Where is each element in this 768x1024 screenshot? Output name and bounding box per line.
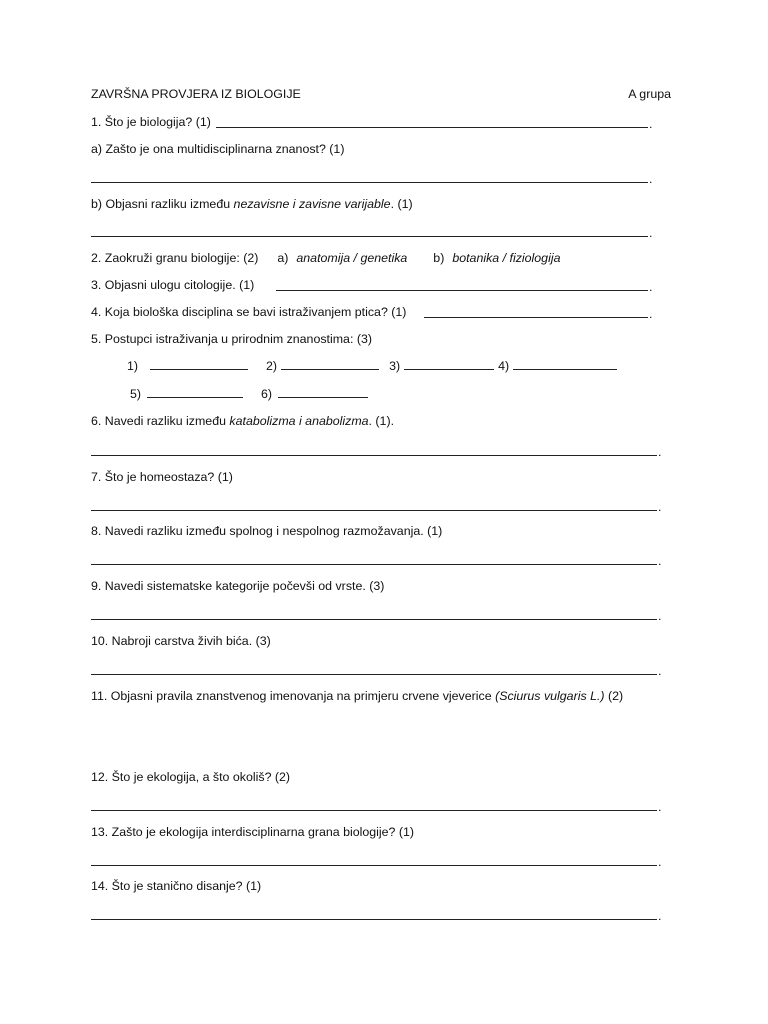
question-6-italic: katabolizma i anabolizma [229, 414, 369, 428]
group-label: A grupa [628, 87, 671, 101]
q5-item-label: 2) [266, 359, 278, 373]
question-11-text: 11. Objasni pravila znanstvenog imenovanja na primjeru crvene vjeverice [91, 689, 496, 703]
question-2 [91, 250, 560, 266]
option-b: botanika / fiziologija [452, 251, 561, 265]
q5-items-row-1 [127, 358, 617, 374]
q5-blank-6 [278, 386, 368, 398]
question-14: 14. Što je stanično disanje? (1) [91, 879, 262, 893]
question-1-text: 1. Što je biologija? (1) [91, 115, 211, 129]
line-end-dot: . [649, 226, 653, 240]
question-3: 3. Objasni ulogu citologije. (1) [91, 278, 255, 292]
option-b-label: b) [433, 251, 445, 265]
answer-line-q8 [91, 564, 657, 565]
answer-line-q9 [91, 619, 657, 620]
question-1b [91, 196, 413, 212]
question-1b-italic: nezavisne i zavisne varijable [233, 197, 391, 211]
question-11 [91, 688, 623, 704]
question-5: 5. Postupci istraživanja u prirodnim znanostima: (3) [91, 332, 372, 346]
question-10: 10. Nabroji carstva živih bića. (3) [91, 634, 271, 648]
line-end-dot: . [658, 909, 662, 923]
question-13: 13. Zašto je ekologija interdisciplinarna grana biologije? (1) [91, 825, 415, 839]
question-12: 12. Što je ekologija, a što okoliš? (2) [91, 770, 291, 784]
q5-blank-2 [281, 358, 379, 370]
q5-item-label: 5) [130, 387, 142, 401]
question-8: 8. Navedi razliku između spolnog i nespolnog razmožavanja. (1) [91, 524, 443, 538]
q5-blank-1 [150, 358, 248, 370]
question-4: 4. Koja biološka disciplina se bavi istraživanjem ptica? (1) [91, 305, 407, 319]
question-1 [91, 114, 211, 130]
q5-items-row-2 [130, 386, 368, 402]
answer-line-q13 [91, 865, 657, 866]
line-end-dot: . [658, 800, 662, 814]
q5-item-label: 4) [498, 359, 510, 373]
line-end-dot: . [658, 500, 662, 514]
worksheet-title: ZAVRŠNA PROVJERA IZ BIOLOGIJE [91, 87, 301, 101]
q5-item-label: 6) [261, 387, 273, 401]
q5-item-label: 1) [127, 359, 139, 373]
answer-line-q1b [91, 236, 648, 237]
option-a: anatomija / genetika [296, 251, 408, 265]
line-end-dot: . [649, 307, 653, 321]
question-6 [91, 413, 394, 429]
q5-blank-3 [404, 358, 494, 370]
line-end-dot: . [649, 172, 653, 186]
line-end-dot: . [649, 117, 653, 131]
question-6-text: 6. Navedi razliku između [91, 414, 230, 428]
answer-line-q1 [216, 127, 648, 128]
line-end-dot: . [658, 445, 662, 459]
line-end-dot: . [658, 609, 662, 623]
answer-line-q14 [91, 919, 657, 920]
line-end-dot: . [658, 554, 662, 568]
line-end-dot: . [658, 664, 662, 678]
question-6-points: . (1). [368, 414, 395, 428]
answer-line-q1a [91, 182, 648, 183]
option-a-label: a) [277, 251, 289, 265]
answer-line-q3 [276, 290, 648, 291]
question-1b-points: . (1) [390, 197, 413, 211]
q5-blank-4 [513, 358, 617, 370]
question-7: 7. Što je homeostaza? (1) [91, 470, 233, 484]
answer-line-q10 [91, 674, 657, 675]
answer-line-q6 [91, 455, 657, 456]
line-end-dot: . [649, 280, 653, 294]
answer-line-q7 [91, 510, 657, 511]
answer-line-q4 [424, 317, 648, 318]
question-9: 9. Navedi sistematske kategorije počevši od vrste. (3) [91, 579, 385, 593]
q5-item-label: 3) [389, 359, 401, 373]
q5-blank-5 [147, 386, 243, 398]
question-1a: a) Zašto je ona multidisciplinarna znanost? (1) [91, 142, 345, 156]
question-2-text: 2. Zaokruži granu biologije: (2) [91, 251, 259, 265]
question-11-points: (2) [604, 689, 624, 703]
question-1b-text: b) Objasni razliku između [91, 197, 234, 211]
line-end-dot: . [658, 855, 662, 869]
question-11-italic: (Sciurus vulgaris L.) [495, 689, 605, 703]
answer-line-q12 [91, 810, 657, 811]
